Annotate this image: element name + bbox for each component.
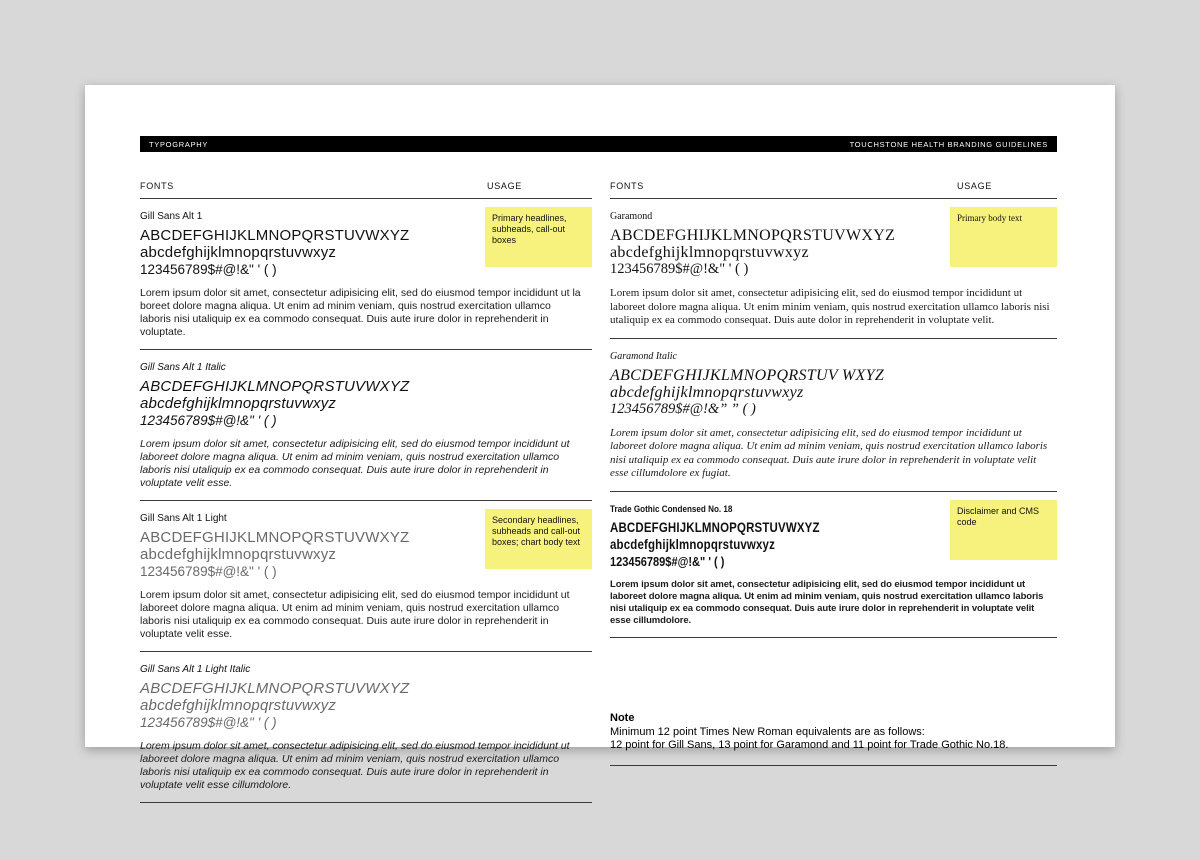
usage-callout: Disclaimer and CMS code — [950, 500, 1057, 560]
alphabet-numerals: 123456789$#@!&” ” ( ) — [610, 400, 756, 417]
usage-column-label: USAGE — [487, 181, 523, 191]
alphabet-lowercase: abcdefghijklmnopqrstuvwxyz — [140, 697, 337, 714]
right-column-header — [610, 173, 1057, 199]
left-column — [140, 173, 592, 803]
font-name: Gill Sans Alt 1 — [140, 211, 203, 222]
note-label: Note — [610, 711, 635, 724]
usage-column-label: USAGE — [957, 181, 993, 191]
font-name: Garamond Italic — [610, 350, 677, 362]
content-columns — [140, 173, 1057, 803]
alphabet-numerals: 123456789$#@!&" ' ( ) — [140, 715, 277, 730]
usage-callout: Primary headlines, subheads, call-out boxes — [485, 207, 592, 267]
specimen-paragraph: Lorem ipsum dolor sit amet, consectetur adipisicing elit, sed do eiusmod tempor incididunt ut laboreet dolore magna aliqua. Ut enim ad minim veniam, quis nostrud exercitation ullamco laboris nisi utaliquip ex ea commodo consequat. Duis aute irure dolor in reprehenderit in voluptate velit esse. — [140, 438, 570, 489]
specimen-gill-sans-light-italic — [140, 652, 592, 803]
specimen-paragraph: Lorem ipsum dolor sit amet, consectetur adipisicing elit, sed do eiusmod tempor incididunt ut laboreet dolore magna aliqua. Ut enim ad minim veniam, quis nostrud exercitation ullamco laboris nisi utaliquip ex ea commodo consequat. Duis aute irure dolor in reprehenderit in voluptate velit esse cillumdolore. — [140, 740, 570, 791]
document-page — [85, 85, 1115, 791]
alphabet-lowercase: abcdefghijklmnopqrstuvwxyz — [140, 244, 337, 261]
specimen-trade-gothic — [610, 492, 1057, 638]
alphabet-uppercase: ABCDEFGHIJKLMNOPQRSTUVWXYZ — [610, 227, 896, 244]
alphabet-lowercase: abcdefghijklmnopqrstuvwxyz — [610, 383, 804, 401]
note-line-2: 12 point for Gill Sans, 13 point for Garamond and 11 point for Trade Gothic No.18. — [610, 739, 1009, 751]
specimen-paragraph: Lorem ipsum dolor sit amet, consectetur adipisicing elit, sed do eiusmod tempor incididunt ut la boreet dolore magna aliqua. Ut enim ad minim veniam, quis nostrud exercitation ullamco laboris nisi utaliquip ex ea commodo consequat. Duis aute irure dolor in reprehenderit in voluptate. — [140, 287, 581, 338]
alphabet-lowercase: abcdefghijklmnopqrstuvwxyz — [140, 546, 337, 563]
alphabet-uppercase: ABCDEFGHIJKLMNOPQRSTUV WXYZ — [610, 366, 885, 384]
alphabet-numerals: 123456789$#@!&" ' ( ) — [140, 564, 277, 579]
alphabet-numerals: 123456789$#@!&" ' ( ) — [610, 261, 749, 277]
alphabet-lowercase: abcdefghijklmnopqrstuvwxyz — [610, 535, 776, 552]
alphabet-uppercase: ABCDEFGHIJKLMNOPQRSTUVWXYZ — [610, 518, 820, 535]
specimen-garamond — [610, 199, 1057, 339]
header-doc-title: TOUCHSTONE HEALTH BRANDING GUIDELINES — [849, 139, 1048, 149]
alphabet-uppercase: ABCDEFGHIJKLMNOPQRSTUVWXYZ — [140, 529, 410, 546]
font-name: Gill Sans Alt 1 Light Italic — [140, 664, 251, 675]
font-name: Gill Sans Alt 1 Italic — [140, 362, 226, 373]
alphabet-lowercase: abcdefghijklmnopqrstuvwxyz — [140, 395, 337, 412]
header-bar — [140, 136, 1057, 152]
alphabet-uppercase: ABCDEFGHIJKLMNOPQRSTUVWXYZ — [140, 680, 410, 697]
header-section-title: TYPOGRAPHY — [149, 139, 209, 149]
specimen-paragraph: Lorem ipsum dolor sit amet, consectetur adipisicing elit, sed do eiusmod tempor incididunt ut laboreet dolore magna aliqua. Ut enim ad minim veniam, quis nostrud exercitation ullamco laboris nisi utaliquip ex ea commodo consequat. Duis aute irure dolor in reprehenderit in voluptate velit esse. — [140, 589, 570, 640]
note-block — [610, 638, 1057, 766]
specimen-gill-sans-light — [140, 501, 592, 652]
specimen-gill-sans — [140, 199, 592, 350]
alphabet-lowercase: abcdefghijklmnopqrstuvwxyz — [610, 244, 809, 261]
font-name: Trade Gothic Condensed No. 18 — [610, 503, 733, 514]
usage-callout: Primary body text — [950, 207, 1057, 267]
specimen-paragraph: Lorem ipsum dolor sit amet, consectetur adipisicing elit, sed do eiusmod tempor incididunt ut laboreet dolore magna aliqua. Ut enim minim veniam, quis nostrud exercitation ullamco laboris nisi utaliquip ex ea commodo consequat. Duis aute dolor in reprehenderit in voluptate velit. — [610, 287, 1050, 326]
fonts-column-label: FONTS — [610, 181, 644, 191]
specimen-garamond-italic — [610, 339, 1057, 492]
font-name: Garamond — [610, 211, 653, 222]
alphabet-numerals: 123456789$#@!&" ' ( ) — [140, 413, 277, 428]
alphabet-numerals: 123456789$#@!&" ' ( ) — [140, 262, 277, 277]
alphabet-numerals: 123456789$#@!&" ' ( ) — [610, 553, 725, 569]
alphabet-uppercase: ABCDEFGHIJKLMNOPQRSTUVWXYZ — [140, 227, 410, 244]
specimen-paragraph: Lorem ipsum dolor sit amet, consectetur adipisicing elit, sed do eiusmod tempor incididunt ut laboreet dolore magna aliqua. Ut enim ad minim veniam, quis nostrud exercitation ullamco laboris nisi utaliquip ex ea commodo consequat. Duis aute irure dolor in reprehenderit in voluptate velit esse cillumdolore ex fugiat. — [610, 426, 1048, 479]
left-column-header — [140, 173, 592, 199]
alphabet-uppercase: ABCDEFGHIJKLMNOPQRSTUVWXYZ — [140, 378, 410, 395]
fonts-column-label: FONTS — [140, 181, 174, 191]
specimen-paragraph: Lorem ipsum dolor sit amet, consectetur adipisicing elit, sed do eiusmod tempor incididunt ut laboreet dolore magna aliqua. Ut enim ad minim veniam, quis nostrud exercitation ullamco laboris nisi utaliquip ex ea commodo consequat. Duis aute irure dolor in reprehenderit in voluptate velit esse cillumdolore. — [610, 578, 1044, 626]
specimen-gill-sans-italic — [140, 350, 592, 501]
right-column — [610, 173, 1057, 803]
note-line-1: Minimum 12 point Times New Roman equivalents are as follows: — [610, 725, 925, 738]
font-name: Gill Sans Alt 1 Light — [140, 513, 227, 524]
usage-callout: Secondary headlines, subheads and call-out boxes; chart body text — [485, 509, 592, 569]
